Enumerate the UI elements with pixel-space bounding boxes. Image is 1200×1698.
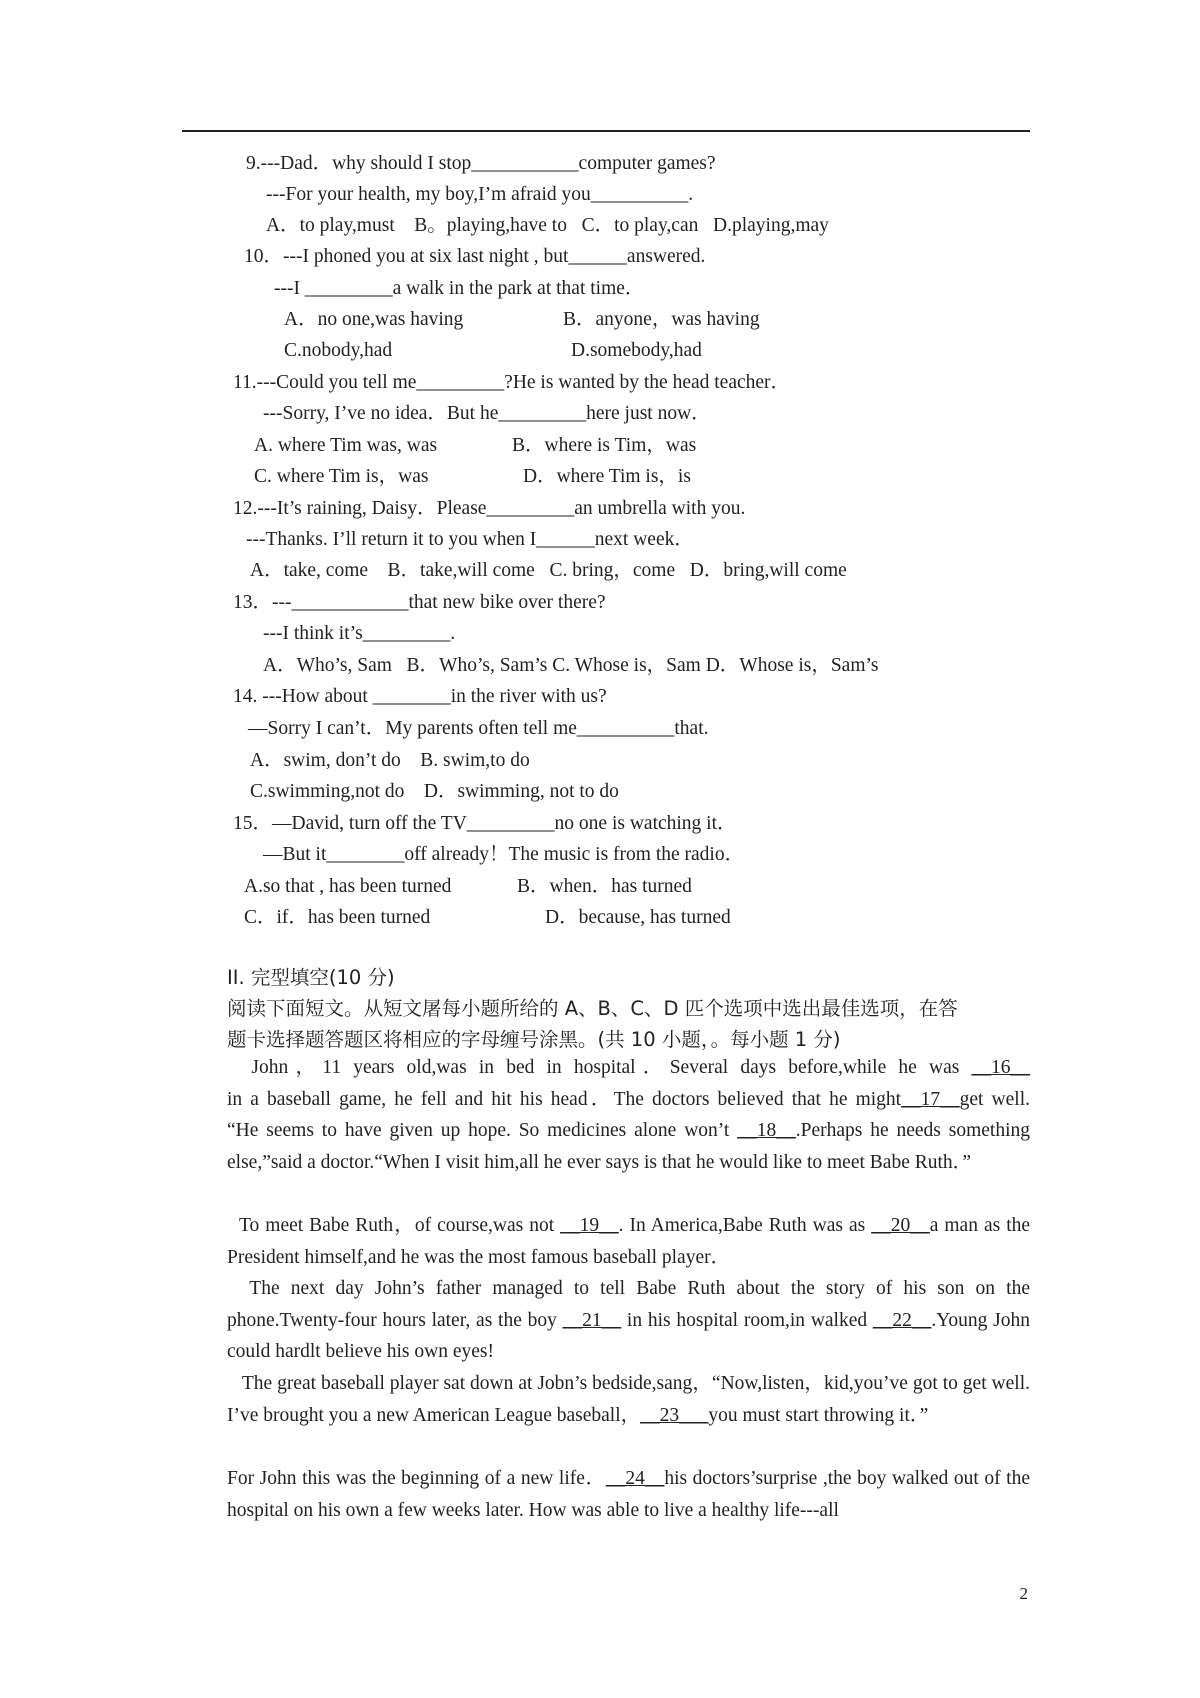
blank-24: __24__ [605, 1468, 665, 1489]
option-a: A. where Tim was, was [254, 435, 438, 456]
response-text: ---For your health, my boy,I’m afraid you__________. [266, 184, 694, 205]
cloze-paragraph: For John this was the beginning of a new life．__24__his doctors’surprise ,the boy walked out of the hospital on his own a few weeks later. How was able to live a healthy life---all [227, 1468, 1030, 1521]
option-d: D.somebody,had [571, 340, 702, 361]
section-instruction: 阅读下面短文。从短文屠每小题所给的 A、B、C、D 匹个选项中选出最佳选项，在答 [227, 997, 958, 1020]
blank-19: __19__ [560, 1215, 619, 1236]
question-text: 15．—David, turn off the TV_________no one is watching it． [233, 813, 737, 834]
question-text: 10．---I phoned you at six last night , but______answered. [244, 246, 706, 267]
blank-21: __21__ [562, 1309, 622, 1331]
answer-options: C.swimming,not do D．swimming, not to do [250, 781, 619, 802]
option-b: B．anyone，was having [563, 309, 760, 330]
response-text: ---Thanks. I’ll return it to you when I______next week． [246, 529, 694, 550]
option-d: D．because, has turned [545, 907, 731, 928]
section-heading: II. 完型填空(10 分) [227, 966, 395, 989]
question-text: 9.---Dad．why should I stop___________computer games? [246, 153, 716, 174]
blank-17: __17__ [901, 1088, 960, 1110]
blank-18: __18__ [737, 1120, 796, 1142]
answer-options: A．Who’s, Sam B．Who’s, Sam’s C. Whose is，Sam D．Whose is，Sam’s [263, 655, 879, 676]
section-instruction: 题卡选择题答题区将相应的字母缠号涂黑。(共 10 小题，。每小题 1 分) [227, 1028, 841, 1051]
option-c: C.nobody,had [284, 340, 393, 361]
option-c: C．if．has been turned [244, 907, 431, 928]
option-b: B．where is Tim，was [512, 435, 697, 456]
answer-options: A．take, come B．take,will come C. bring，come D．bring,will come [250, 560, 847, 581]
option-c: C. where Tim is，was [254, 466, 429, 487]
blank-16: __16__ [971, 1057, 1031, 1078]
answer-options: A．to play,must B。playing,have to C．to play,can D.playing,may [266, 215, 829, 236]
option-d: D．where Tim is，is [523, 466, 691, 487]
paragraph-text: “He seems to have given up hope. So medicines alone won’t __18__.Perhaps he needs something else,”said a doctor.“When I visit him,all he ever says is that he would like to meet Babe Ruth．” [227, 1120, 1030, 1173]
response-text: ---I think it’s_________. [263, 623, 456, 644]
question-text: 14. ---How about ________in the river with us? [233, 686, 607, 707]
response-text: —But it________off already！The music is from the radio． [263, 844, 745, 865]
response-text: ---Sorry, I’ve no idea．But he_________here just now． [263, 403, 711, 424]
response-text: —Sorry I can’t．My parents often tell me__________that. [248, 718, 709, 739]
cloze-paragraph: The next day John’s father managed to tell Babe Ruth about the story of his son on the phone.Twenty-four hours later, as the boy __21__ in his hospital room,in walked __22__.Young John could hardlt believe his own eyes! [227, 1278, 1030, 1363]
blank-23: __23___ [640, 1404, 709, 1426]
paragraph-line: John，11 years old,was in bed in hospital．Several days before,while he was __16__ [251, 1057, 1031, 1078]
cloze-paragraph [227, 1052, 1030, 1178]
blank-22: __22__ [872, 1309, 932, 1331]
response-text: ---I _________a walk in the park at that time． [274, 278, 645, 299]
header-rule [182, 130, 1030, 132]
question-text: 12.---It’s raining, Daisy．Please_________an umbrella with you. [233, 498, 746, 519]
paragraph-line: in a baseball game, he fell and hit his head．The doctors believed that he might__17__get well. [227, 1088, 1030, 1110]
question-text: 13．---____________that new bike over there? [233, 592, 606, 613]
answer-options: A．swim, don’t do B. swim,to do [250, 750, 530, 771]
option-b: B．when．has turned [517, 876, 692, 897]
page-number: 2 [1019, 1584, 1028, 1603]
question-text: 11.---Could you tell me_________?He is wanted by the head teacher． [233, 372, 791, 393]
cloze-paragraph: To meet Babe Ruth，of course,was not __19__. In America,Babe Ruth was as __20__a man as the President himself,and he was the most famous baseball player． [227, 1215, 1031, 1268]
cloze-paragraph: The great baseball player sat down at Jobn’s bedside,sang，“Now,listen，kid,you’ve got to get well. I’ve brought you a new American League baseball，__23___you must start throwing it．” [227, 1373, 1031, 1426]
option-a: A．no one,was having [284, 309, 464, 330]
blank-20: __20__ [871, 1215, 930, 1236]
option-a: A.so that , has been turned [244, 876, 452, 897]
